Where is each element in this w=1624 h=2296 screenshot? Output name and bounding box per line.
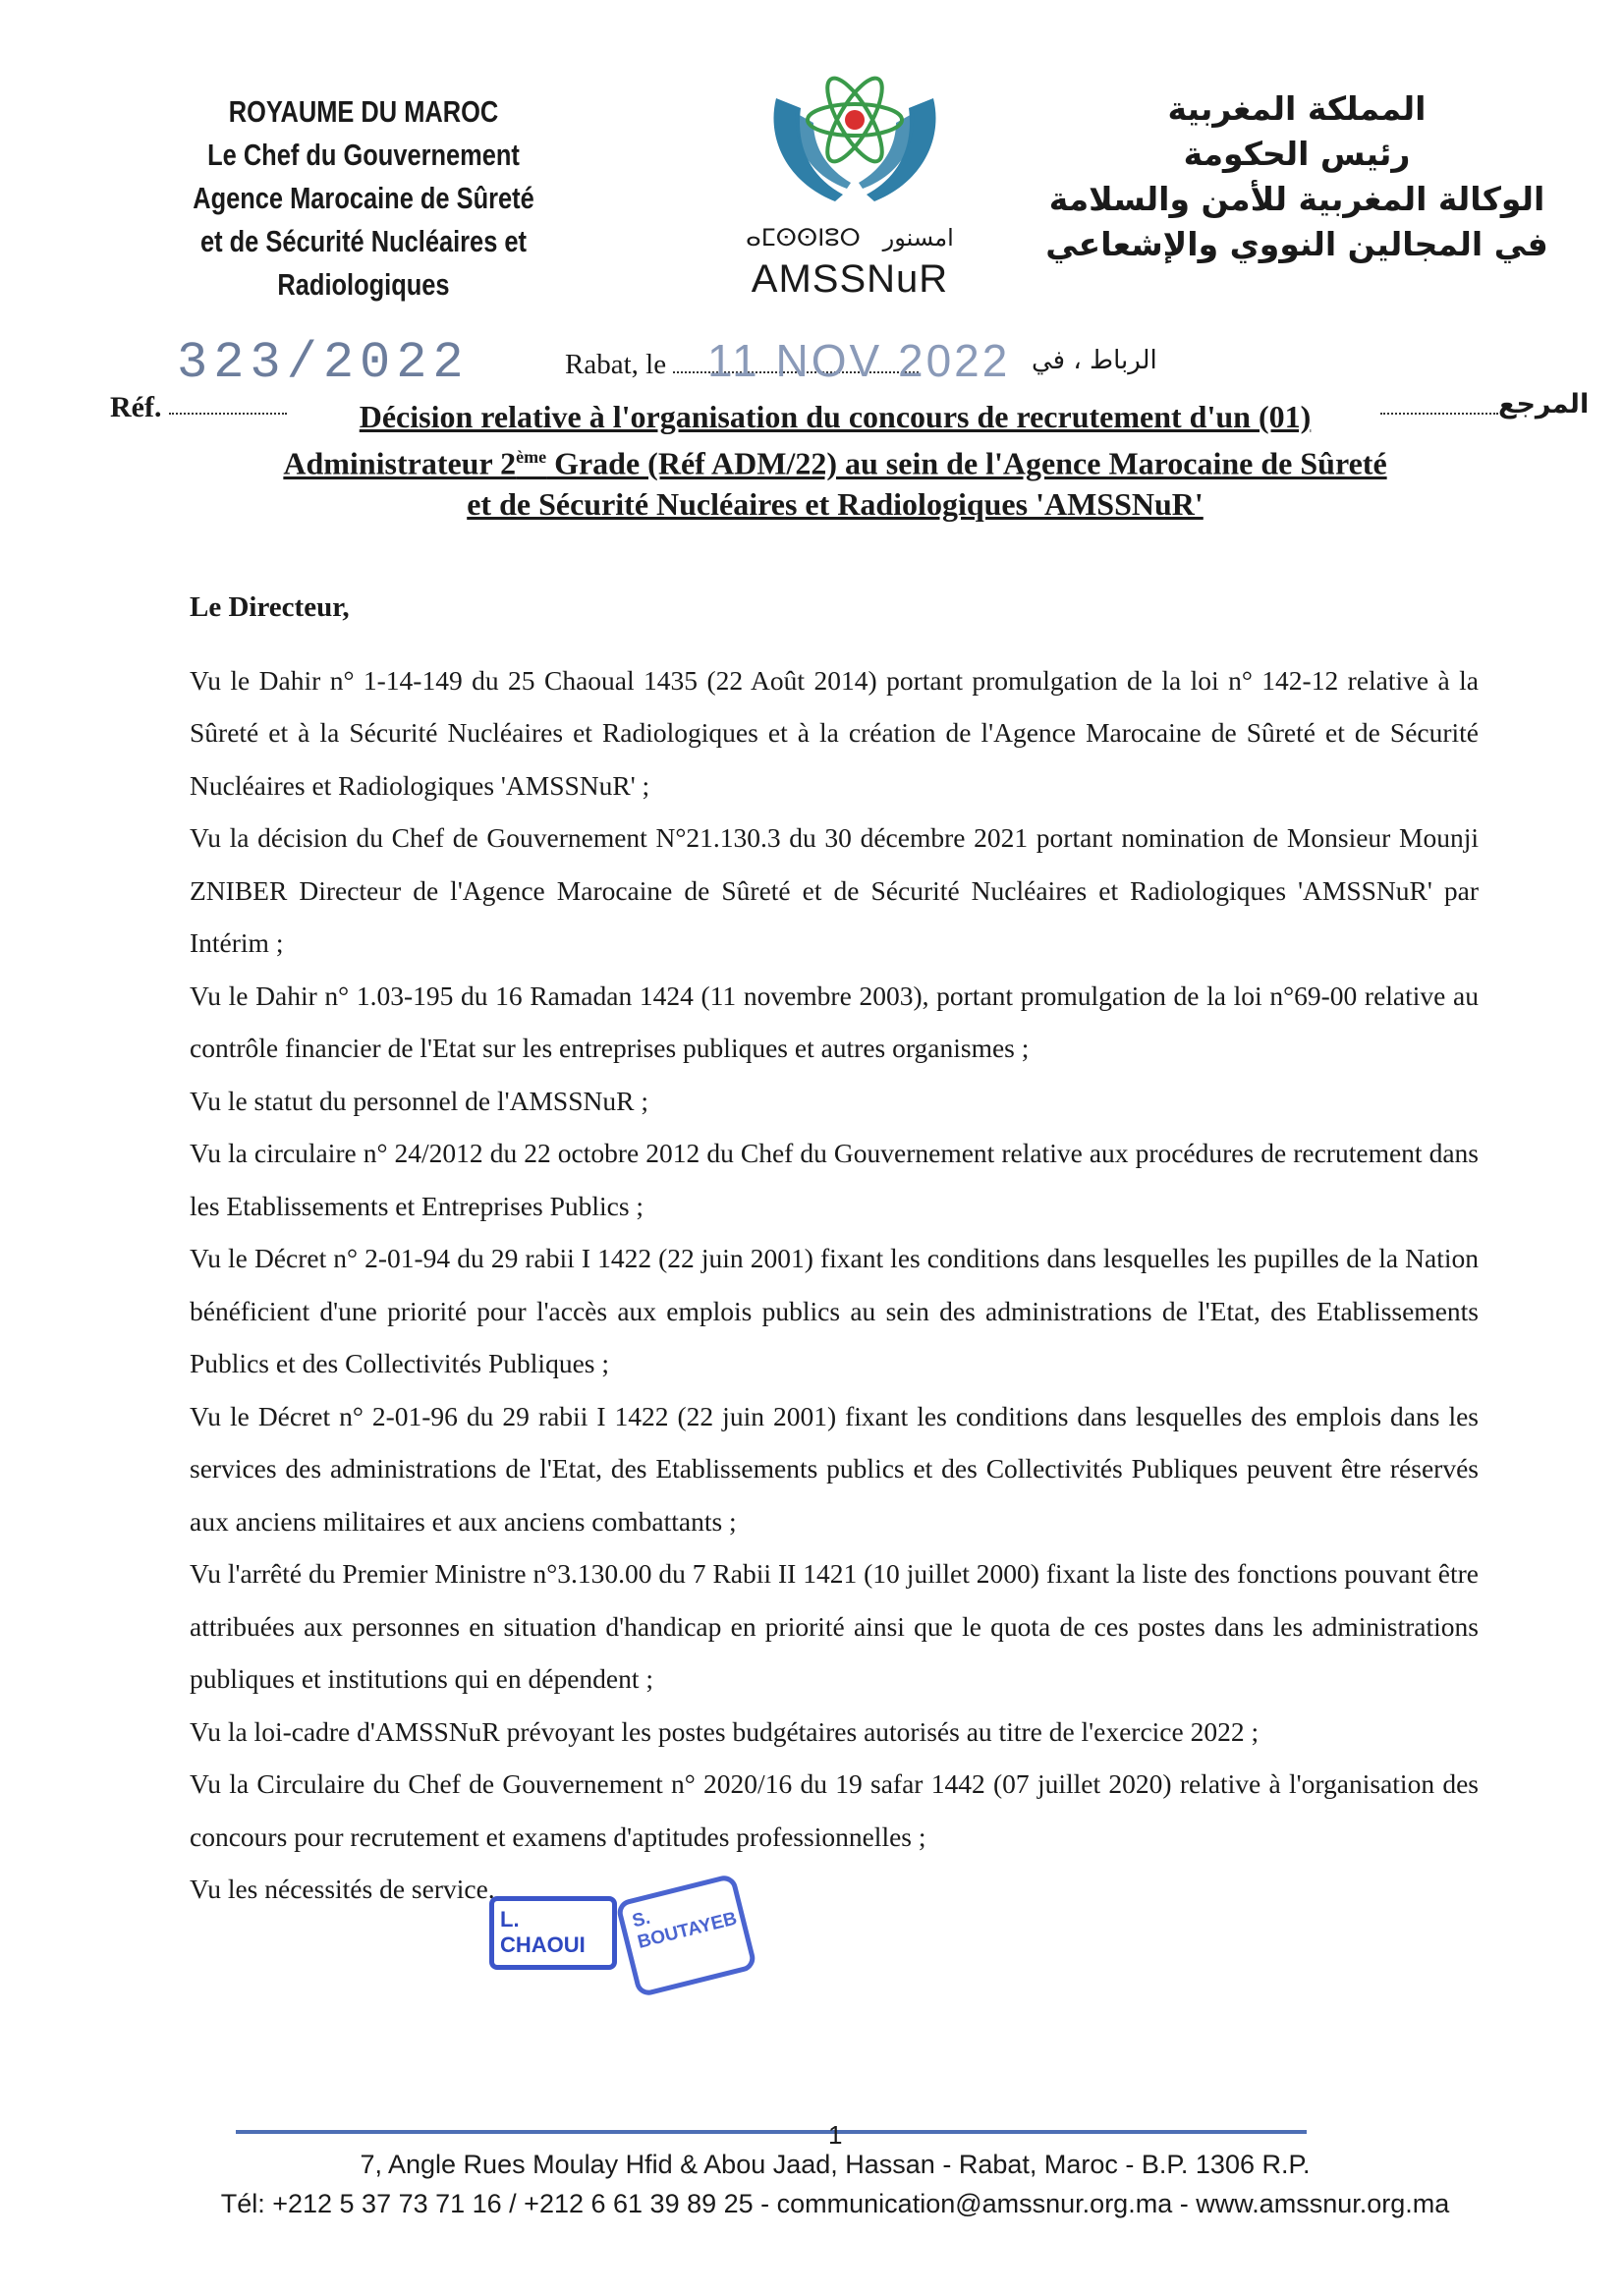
rabat-label: Rabat, le <box>565 349 667 380</box>
date-stamp: 11 NOV 2022 <box>707 335 1011 386</box>
vu-paragraph-4: Vu le statut du personnel de l'AMSSNuR ; <box>190 1085 648 1116</box>
header-arabic <box>1022 86 1572 267</box>
subject-line-1: Décision relative à l'organisation du concours de recrutement d'un (01) <box>359 399 1312 434</box>
footer-divider <box>236 2130 1307 2134</box>
header-fr-line-4: et de Sécurité Nucléaires et Radiologiques <box>199 224 528 302</box>
arabic-date-label: الرباط ، في <box>1032 346 1157 375</box>
footer-contact: Tél: +212 5 37 73 71 16 / +212 6 61 39 89 25 - communication@amssnur.org.ma - www.amssnur.org.ma <box>220 2189 1450 2218</box>
header-fr-line-3: Agence Marocaine de Sûreté <box>193 181 534 215</box>
vu-paragraph-11: Vu les nécessités de service. <box>190 1874 495 1904</box>
subject-superscript: ème <box>516 447 547 467</box>
footer-address: 7, Angle Rues Moulay Hfid & Abou Jaad, Hassan - Rabat, Maroc - B.P. 1306 R.P. <box>360 2150 1311 2179</box>
vu-paragraph-8: Vu l'arrêté du Premier Ministre n°3.130.00 du 7 Rabii II 1421 (10 juillet 2000) fixant la liste des fonctions pouvant être attribuées aux personnes en situation d'handicap en priorité ainsi que le quota de ces postes dans les administrations publiques et institutions qui en dépendent ; <box>190 1558 1479 1694</box>
header-ar-line-4: في المجالين النووي والإشعاعي <box>1045 225 1548 263</box>
header-fr-line-2: Le Chef du Gouvernement <box>207 138 520 172</box>
vu-paragraph-9: Vu la loi-cadre d'AMSSNuR prévoyant les postes budgétaires autorisés au titre de l'exercice 2022 ; <box>190 1715 1260 1747</box>
vu-paragraph-1: Vu le Dahir n° 1-14-149 du 25 Chaoual 1435 (22 Août 2014) portant promulgation de la loi n° 142-12 relative à la Sûreté et à la Sécurité Nucléaires et Radiologiques et à la création de l'Agence Marocaine de Sûreté et de Sécurité Nucléaires et Radiologiques 'AMSSNuR' ; <box>190 664 1479 801</box>
atom-hands-logo-icon <box>756 69 953 216</box>
vu-paragraph-6: Vu le Décret n° 2-01-94 du 29 rabii I 1422 (22 juin 2001) fixant les conditions dans lesquelles les pupilles de la Nation bénéficient d'une priorité pour l'accès aux emplois publics au sein des administrations de l'Etat, des Etablissements Publics et des Collectivités Publiques ; <box>190 1243 1479 1378</box>
vu-paragraph-3: Vu le Dahir n° 1.03-195 du 16 Ramadan 1424 (11 novembre 2003), portant promulgation de la loi n°69-00 relative au contrôle financier de l'Etat sur les entreprises publiques et autres organismes ; <box>190 980 1479 1063</box>
header-french <box>114 90 613 307</box>
logo-acronym: AMSSNuR <box>751 257 949 301</box>
stamp-2-text: S. BOUTAYEB <box>630 1907 740 1953</box>
subject-line-2b: Grade (Réf ADM/22) au sein de l'Agence Marocaine de Sûreté <box>546 445 1387 481</box>
subject-line-2a: Administrateur 2 <box>283 445 517 481</box>
vu-paragraph-10: Vu la Circulaire du Chef de Gouvernement n° 2020/16 du 19 safar 1442 (07 juillet 2020) relative à l'organisation des concours pour recrutement et examens d'aptitudes professionnelles ; <box>190 1768 1479 1852</box>
header-ar-line-2: رئيس الحكومة <box>1183 135 1411 173</box>
decision-subject <box>192 397 1479 525</box>
logo-tifinagh: ⴰⵎⵙⵙⵏⵓⵔ <box>746 224 861 252</box>
header-ar-line-1: المملكة المغربية <box>1167 89 1427 128</box>
stamp-1-text: L. CHAOUI <box>500 1907 586 1957</box>
ref-label: Réf. <box>110 391 162 423</box>
marja-label: المرجع <box>1498 389 1590 420</box>
initial-stamp-1 <box>489 1896 617 1970</box>
page-number: 1 <box>828 2120 843 2150</box>
vu-paragraph-5: Vu la circulaire n° 24/2012 du 22 octobre 2012 du Chef du Gouvernement relative aux procédures de recrutement dans les Etablissements et Entreprises Publics ; <box>190 1138 1479 1221</box>
decision-body <box>190 582 1479 1916</box>
logo-arabic: امسنور <box>882 224 954 252</box>
vu-paragraph-7: Vu le Décret n° 2-01-96 du 29 rabii I 1422 (22 juin 2001) fixant les conditions dans lesquelles des emplois dans les services des administrations de l'Etat, des Etablissements publics et des Collectivités Publiques peuvent être réservés aux anciens militaires et aux anciens combattants ; <box>190 1400 1479 1537</box>
subject-line-2 <box>192 437 1479 484</box>
header-fr-line-1: ROYAUME DU MAROC <box>228 94 499 129</box>
director-heading: Le Directeur, <box>190 591 350 623</box>
logo-tifinagh-arabic <box>732 224 968 252</box>
vu-paragraph-2: Vu la décision du Chef de Gouvernement N°21.130.3 du 30 décembre 2021 portant nomination de Monsieur Mounji ZNIBER Directeur de l'Agence Marocaine de Sûreté et de Sécurité Nucléaires et Radiologiques 'AMSSNuR' par Intérim ; <box>190 822 1479 958</box>
subject-line-3: et de Sécurité Nucléaires et Radiologiques 'AMSSNuR' <box>467 485 1204 522</box>
reference-number: 323/2022 <box>177 334 470 392</box>
footer <box>147 2145 1523 2223</box>
header-ar-line-3: الوكالة المغربية للأمن والسلامة <box>1048 180 1545 218</box>
